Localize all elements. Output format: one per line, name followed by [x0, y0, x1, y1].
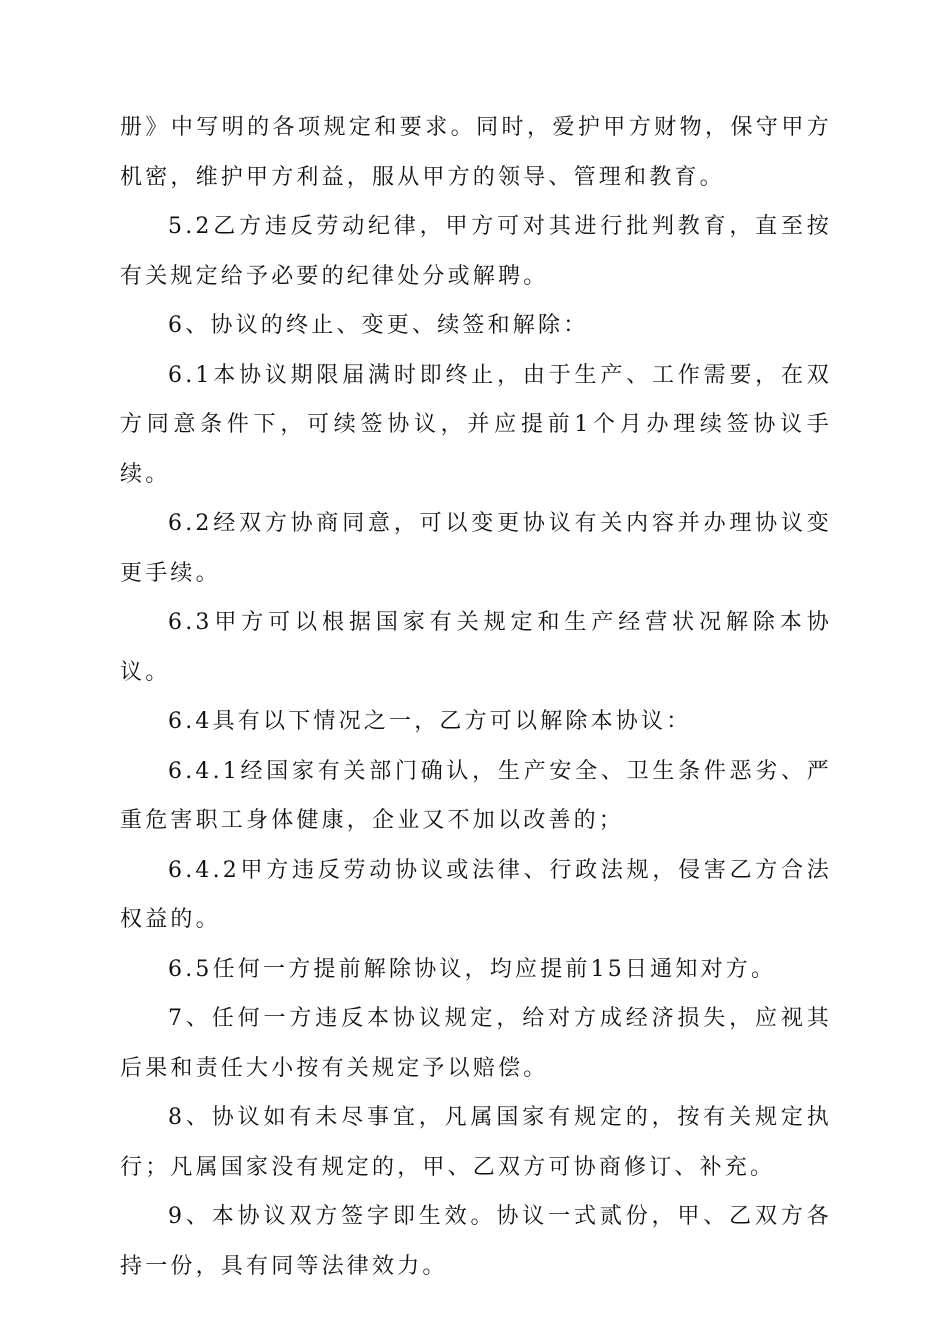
paragraph-6-1: 6.1本协议期限届满时即终止，由于生产、工作需要，在双方同意条件下，可续签协议，并应提前1个月办理续签协议手续。	[120, 362, 832, 487]
paragraph-8: 8、协议如有未尽事宜，凡属国家有规定的，按有关规定执行；凡属国家没有规定的，甲、乙双方可协商修订、补充。	[120, 1105, 832, 1180]
paragraph-6-heading: 6、协议的终止、变更、续签和解除：	[168, 313, 589, 338]
paragraph-continuation: 册》中写明的各项规定和要求。同时，爱护甲方财物，保守甲方机密，维护甲方利益，服从甲方的领导、管理和教育。	[120, 115, 832, 190]
paragraph-6-4: 6.4具有以下情况之一，乙方可以解除本协议：	[168, 709, 692, 734]
document-body	[120, 103, 832, 1291]
paragraph-6-5: 6.5任何一方提前解除协议，均应提前15日通知对方。	[168, 956, 777, 982]
paragraph-6-4-1: 6.4.1经国家有关部门确认，生产安全、卫生条件恶劣、严重危害职工身体健康，企业又不加以改善的；	[120, 758, 832, 833]
paragraph-5-2: 5.2乙方违反劳动纪律，甲方可对其进行批判教育，直至按有关规定给予必要的纪律处分或解聘。	[120, 214, 832, 289]
paragraph-6-2: 6.2经双方协商同意，可以变更协议有关内容并办理协议变更手续。	[120, 511, 832, 586]
paragraph-6-4-2: 6.4.2甲方违反劳动协议或法律、行政法规，侵害乙方合法权益的。	[120, 857, 832, 932]
paragraph-7: 7、任何一方违反本协议规定，给对方成经济损失，应视其后果和责任大小按有关规定予以赔偿。	[120, 1006, 832, 1081]
paragraph-9: 9、本协议双方签字即生效。协议一式贰份，甲、乙双方各持一份，具有同等法律效力。	[120, 1204, 832, 1279]
paragraph-6-3: 6.3甲方可以根据国家有关规定和生产经营状况解除本协议。	[120, 610, 832, 685]
